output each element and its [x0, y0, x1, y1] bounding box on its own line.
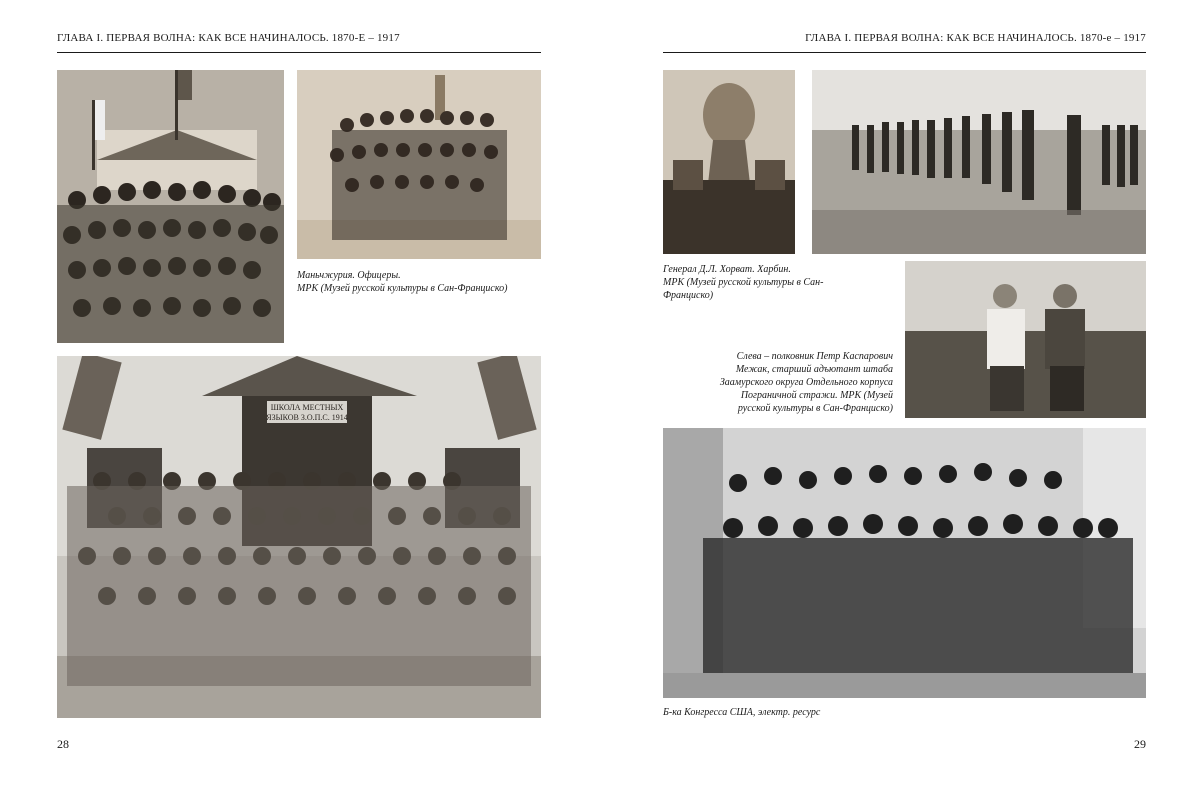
caption-line: Генерал Д.Л. Хорват. Харбин.: [663, 264, 791, 275]
caption-line: Заамурского округа Отдельного корпуса: [719, 377, 893, 388]
photo-two-officers-seated: [905, 261, 1146, 418]
caption-line: Маньчжурия. Офицеры.: [297, 270, 401, 281]
sign-text-line1: ШКОЛА МЕСТНЫХ: [270, 403, 344, 412]
caption-manchuria-officers: [297, 269, 547, 295]
caption-line: Франциско): [663, 290, 714, 301]
photo-language-school-group: [57, 356, 541, 718]
caption-line: Межак, старший адъютант штаба: [735, 364, 893, 375]
photo-general-horvat-portrait: [663, 70, 795, 254]
caption-line: русской культуры в Сан-Франциско): [737, 403, 893, 414]
sign-text-line2: ЯЗЫКОВ З.О.П.С. 1914: [266, 413, 348, 422]
caption-line: Слева – полковник Петр Каспарович: [736, 351, 893, 362]
caption-general-horvat: [663, 263, 863, 302]
running-head-left: ГЛАВА I. ПЕРВАЯ ВОЛНА: КАК ВСЕ НАЧИНАЛОСЬ. 1870-Е – 1917: [57, 32, 400, 44]
photo-officers-on-field: [812, 70, 1146, 254]
photo-formal-group-portrait: [663, 428, 1146, 698]
right-page: [601, 0, 1202, 785]
caption-colonel-mezhak: [691, 350, 893, 415]
running-head-right: ГЛАВА I. ПЕРВАЯ ВОЛНА: КАК ВСЕ НАЧИНАЛОСЬ. 1870-е – 1917: [805, 32, 1146, 44]
caption-line: МРК (Музей русской культуры в Сан-: [663, 277, 824, 288]
photo-manchuria-officers: [297, 70, 541, 259]
caption-line: Пограничной стражи. МРК (Музей: [740, 390, 893, 401]
caption-line: МРК (Музей русской культуры в Сан-Франциско): [297, 283, 508, 294]
photo-group-with-flags: [57, 70, 284, 343]
page-number-left: 28: [57, 737, 69, 751]
caption-library-of-congress: Б-ка Конгресса США, электр. ресурс: [663, 707, 821, 718]
page-number-right: 29: [1134, 737, 1146, 751]
header-rule-left: [57, 52, 541, 53]
header-rule-right: [663, 52, 1146, 53]
